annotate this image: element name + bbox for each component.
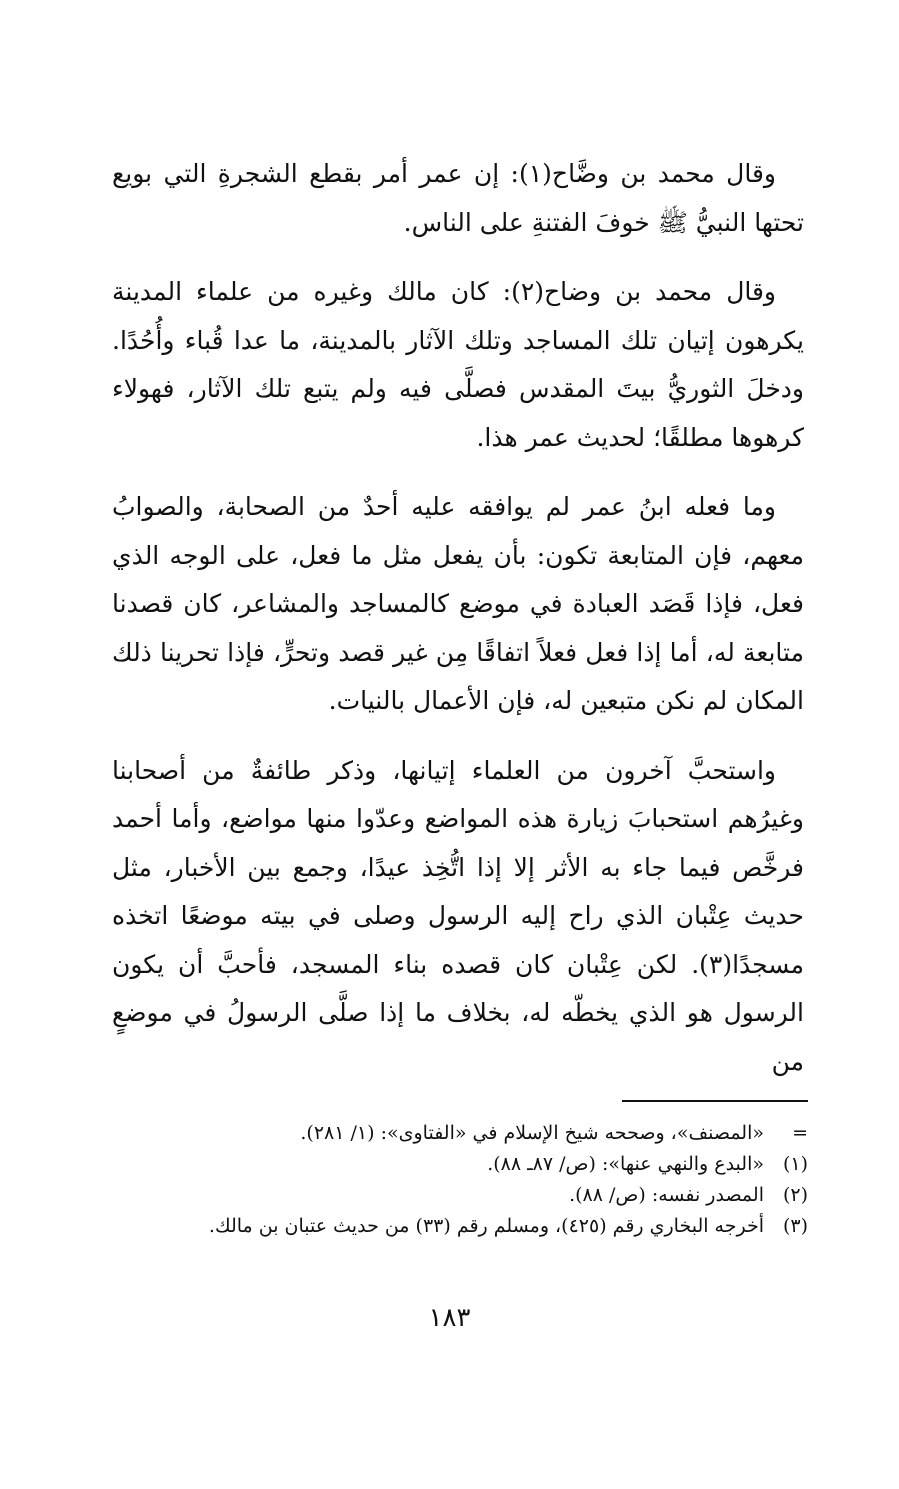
footnote-marker: (٢) xyxy=(782,1184,808,1206)
footnote-marker: (١) xyxy=(782,1153,808,1175)
main-text xyxy=(112,150,804,1107)
footnote-1 xyxy=(112,1149,808,1180)
footnotes xyxy=(112,1118,808,1242)
page-number: ١٨٣ xyxy=(428,1303,471,1333)
footnote-text: «المصنف»، وصححه شيخ الإسلام في «الفتاوى»: (١/ ٢٨١). xyxy=(300,1122,764,1144)
footnote-3 xyxy=(112,1211,808,1242)
paragraph-2: وقال محمد بن وضاح(٢): كان مالك وغيره من علماء المدينة يكرهون إتيان تلك المساجد وتلك الآثار بالمدينة، ما عدا قُباء وأُحُدًا. ودخلَ الثوريُّ بيتَ المقدس فصلَّى فيه ولم يتبع تلك الآثار، فهولاء كرهوها مطلقًا؛ لحديث عمر هذا. xyxy=(112,277,804,452)
paragraph-4: واستحبَّ آخرون من العلماء إتيانها، وذكر طائفةٌ من أصحابنا وغيرُهم استحبابَ زيارة هذه المواضع وعدّوا منها مواضع، وأما أحمد فرخَّص فيما جاء به الأثر إلا إذا اتُّخِذ عيدًا، وجمع بين الأخبار، مثل حديث عِتْبان الذي راح إليه الرسول وصلى في بيته موضعًا اتخذه مسجدًا(٣). لكن عِتْبان كان قصده بناء المسجد، فأحبَّ أن يكون الرسول هو الذي يخطّه له، بخلاف ما إذا صلَّى الرسولُ في موضعٍ من xyxy=(112,755,804,1076)
footnote-text: أخرجه البخاري رقم (٤٢٥)، ومسلم رقم (٣٣) من حديث عتبان بن مالك. xyxy=(208,1215,764,1237)
footnote-divider xyxy=(622,1100,808,1102)
footnote-2 xyxy=(112,1180,808,1211)
paragraph-3: وما فعله ابنُ عمر لم يوافقه عليه أحدٌ من الصحابة، والصوابُ معهم، فإن المتابعة تكون: بأن يفعل مثل ما فعل، على الوجه الذي فعل، فإذا قَصَد العبادة في موضع كالمساجد والمشاعر، كان قصدنا متابعة له، أما إذا فعل فعلاً اتفاقًا مِن غير قصد وتحرٍّ، فإذا تحرينا ذلك المكان لم نكن متبعين له، فإن الأعمال بالنيات. xyxy=(112,492,804,715)
paragraph-1: وقال محمد بن وضَّاح(١): إن عمر أمر بقطع الشجرةِ التي بويع تحتها النبيُّ ﷺ خوفَ الفتنةِ على الناس. xyxy=(112,159,804,237)
footnote-continuation xyxy=(112,1118,808,1149)
footnote-marker: = xyxy=(792,1122,808,1144)
footnote-text: المصدر نفسه: (ص/ ٨٨). xyxy=(569,1184,764,1206)
footnote-text: «البدع والنهي عنها»: (ص/ ٨٧ـ ٨٨). xyxy=(487,1153,764,1175)
footnote-marker: (٣) xyxy=(782,1215,808,1237)
